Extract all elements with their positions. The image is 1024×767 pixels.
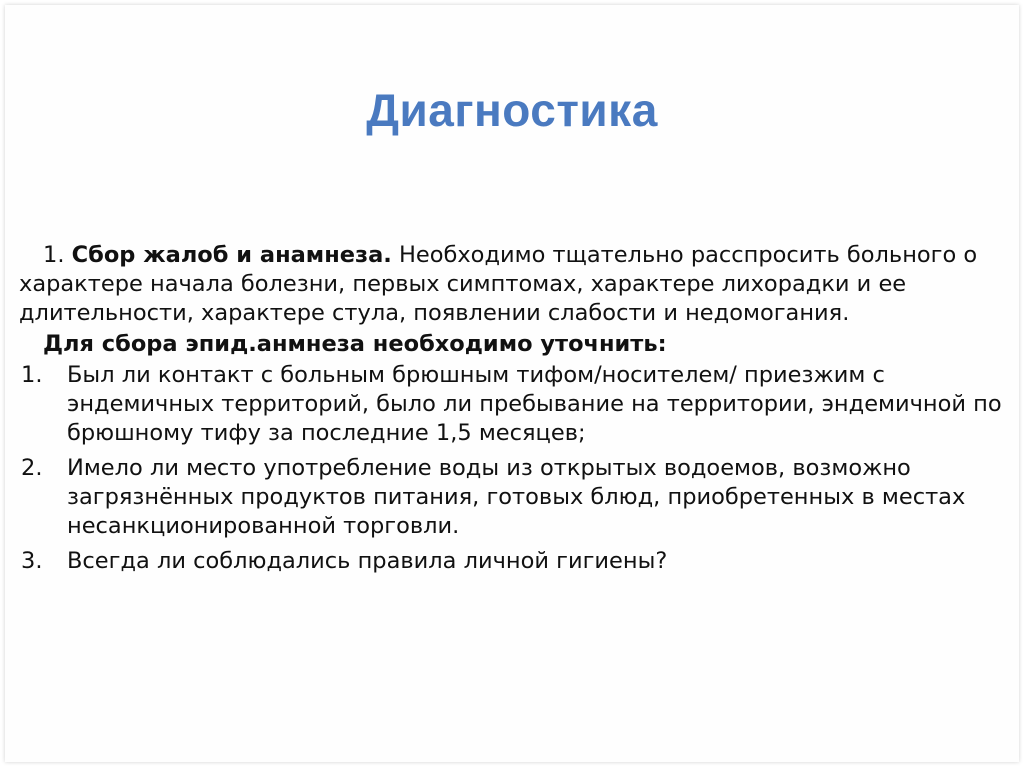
intro-paragraph	[19, 241, 1004, 328]
list-item-number: 3.	[21, 548, 43, 574]
list-item	[19, 547, 1004, 576]
intro-bold-heading: Сбор жалоб и анамнеза.	[71, 242, 392, 268]
list-item-text: Всегда ли соблюдались правила личной гигиены?	[67, 548, 668, 574]
list-item-text: Был ли контакт с больным брюшным тифом/носителем/ приезжим с эндемичных территорий, было ли пребывание на территории, эндемичной по брюшному тифу за последние 1,5 месяцев;	[67, 362, 1002, 446]
slide-title: Диагностика	[366, 84, 658, 136]
slide	[5, 5, 1019, 762]
question-list	[19, 361, 1004, 576]
list-item-number: 1.	[21, 362, 43, 388]
slide-body	[19, 241, 1004, 582]
subheading: Для сбора эпид.анмнеза необходимо уточнить:	[43, 331, 667, 357]
list-item-number: 2.	[21, 455, 43, 481]
intro-text: Необходимо тщательно расспросить больного о характере начала болезни, первых симптомах, характере лихорадки и ее длительности, характере стула, появлении слабости и недомогания.	[19, 242, 978, 326]
intro-number: 1.	[43, 242, 72, 268]
list-item	[19, 361, 1004, 448]
list-item	[19, 454, 1004, 541]
list-item-text: Имело ли место употребление воды из открытых водоемов, возможно загрязнённых продуктов питания, готовых блюд, приобретенных в местах несанкционированной торговли.	[67, 455, 966, 539]
